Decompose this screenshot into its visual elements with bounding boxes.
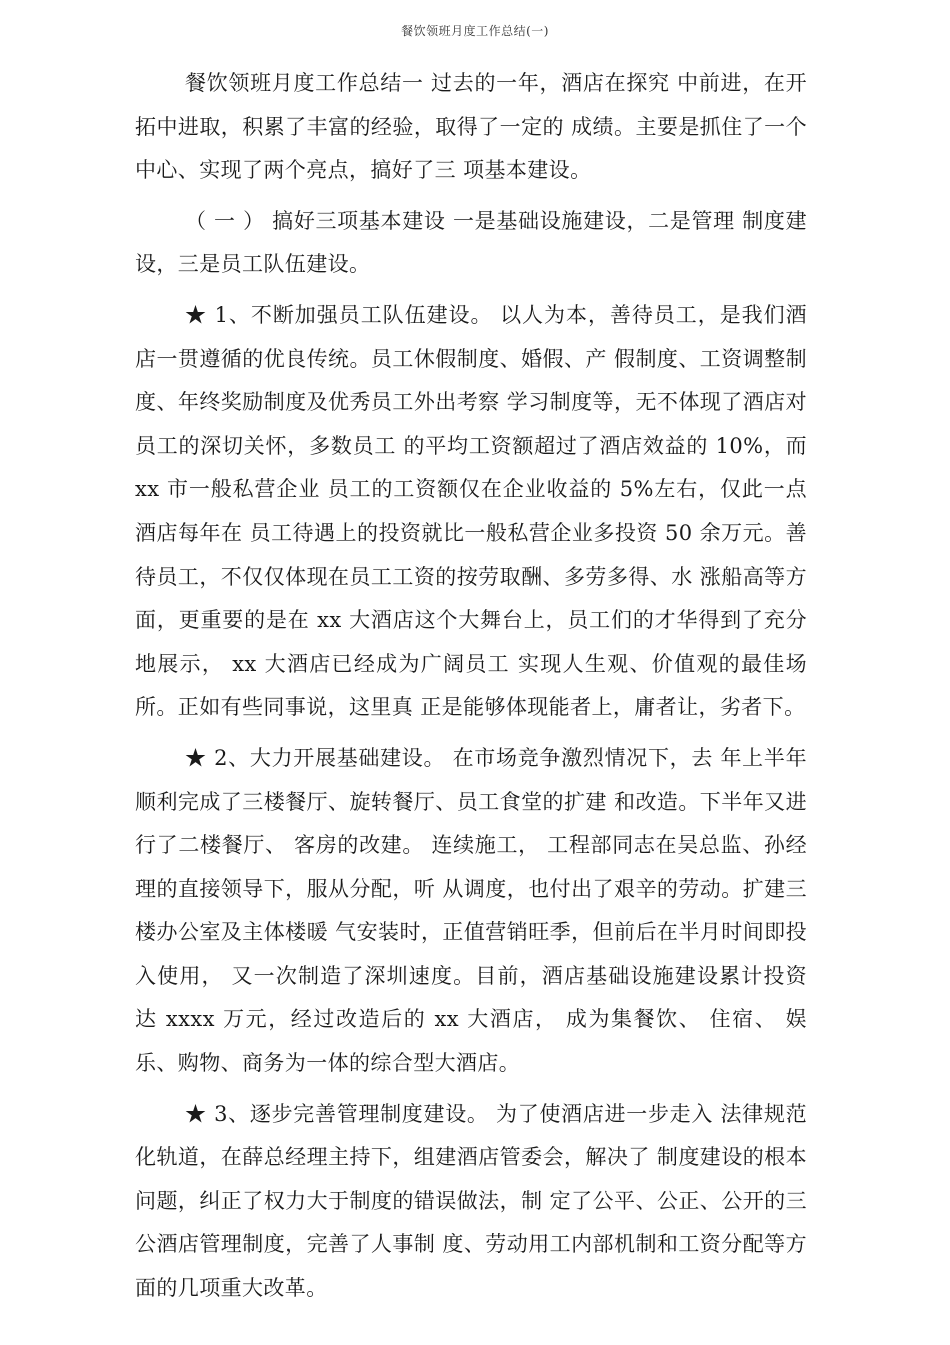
document-body — [135, 62, 807, 1318]
page-header: 餐饮领班月度工作总结(一) — [401, 24, 549, 38]
staff-building-paragraph: ★ 1、不断加强员工队伍建设。 以人为本，善待员工，是我们酒店一贯遵循的优良传统。员工休假制度、婚假、产 假制度、工资调整制度、年终奖励制度及优秀员工外出考察 学习制度等，无不体现了酒店对员工的深切关怀，多数员工 的平均工资额超过了酒店效益的 10%，而 xx 市一般私营企业 员工的工资额仅在企业收益的 5%左右，仅此一点酒店每年在 员工待遇上的投资就比一般私营企业多投资 50 余万元。善 待员工，不仅仅体现在员工工资的按劳取酬、多劳多得、水 涨船高等方面，更重要的是在 xx 大酒店这个大舞台上，员工们的才华得到了充分地展示， xx 大酒店已经成为广阔员工 实现人生观、价值观的最佳场所。正如有些同事说，这里真 正是能够体现能者上，庸者让，劣者下。 — [135, 302, 807, 720]
management-system-paragraph: ★ 3、逐步完善管理制度建设。 为了使酒店进一步走入 法律规范化轨道，在薛总经理主持下，组建酒店管委会，解决了 制度建设的根本问题，纠正了权力大于制度的错误做法，制 定了公平、公正、公开的三公酒店管理制度，完善了人事制 度、劳动用工内部机制和工资分配等方面的几项重大改革。 — [135, 1101, 807, 1301]
section-one-paragraph: （ 一 ） 搞好三项基本建设 一是基础设施建设，二是管理 制度建设，三是员工队伍建设。 — [135, 208, 807, 277]
infrastructure-paragraph: ★ 2、大力开展基础建设。 在市场竞争激烈情况下，去 年上半年顺利完成了三楼餐厅、旋转餐厅、员工食堂的扩建 和改造。下半年又进行了二楼餐厅、 客房的改建。 连续施工， 工程部同志在吴总监、孙经理的直接领导下，服从分配，听 从调度，也付出了艰辛的劳动。扩建三楼办公室及主体楼暖 气安装时，正值营销旺季，但前后在半月时间即投入使用， 又一次制造了深圳速度。目前，酒店基础设施建设累计投资 达 xxxx 万元，经过改造后的 xx 大酒店， 成为集餐饮、 住宿、 娱乐、购物、商务为一体的综合型大酒店。 — [135, 745, 807, 1076]
intro-paragraph: 餐饮领班月度工作总结一 过去的一年，酒店在探究 中前进，在开拓中进取，积累了丰富的经验，取得了一定的 成绩。主要是抓住了一个中心、实现了两个亮点，搞好了三 项基本建设。 — [135, 71, 807, 183]
